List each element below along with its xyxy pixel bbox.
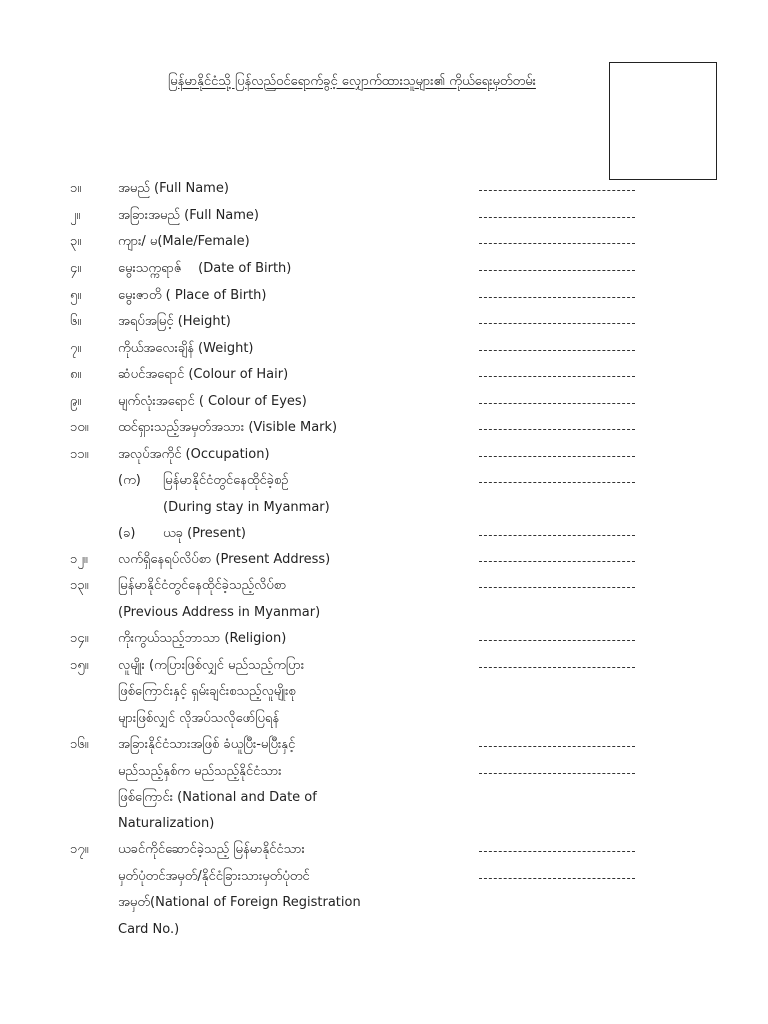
photo-box bbox=[609, 62, 717, 180]
field-label: ဖြစ်ကြောင်း (National and Date of bbox=[118, 790, 317, 805]
item-number: ၉။ bbox=[70, 394, 82, 409]
item-number: ၁၄။ bbox=[70, 631, 89, 646]
sub-item-mark: (ခ) bbox=[118, 526, 136, 541]
field-label: မြန်မာနိုင်ငံတွင်နေထိုင်ခဲ့သည့်လိပ်စာ bbox=[118, 578, 287, 593]
answer-line[interactable] bbox=[479, 746, 635, 747]
sub-field-label: (During stay in Myanmar) bbox=[163, 500, 330, 515]
field-label: ကိုးကွယ်သည့်ဘာသာ (Religion) bbox=[118, 631, 287, 646]
field-label: မွေးသက္ကရာဇ် (Date of Birth) bbox=[118, 261, 292, 276]
item-number: ၁၅။ bbox=[70, 658, 89, 673]
field-label: အမှတ်(National of Foreign Registration bbox=[118, 895, 361, 910]
field-label: ဆံပင်အရောင် (Colour of Hair) bbox=[118, 367, 289, 382]
field-label: ဖြစ်ကြောင်းနှင့် ရှမ်းချင်းစသည့်လူမျိုးစု bbox=[118, 684, 296, 699]
field-label: လက်ရှိနေရပ်လိပ်စာ (Present Address) bbox=[118, 552, 331, 567]
answer-line[interactable] bbox=[479, 482, 635, 483]
item-number: ၆။ bbox=[70, 314, 82, 329]
answer-line[interactable] bbox=[479, 456, 635, 457]
field-label: အမည် (Full Name) bbox=[118, 181, 229, 196]
field-label: ယခင်ကိုင်ဆောင်ခဲ့သည့် မြန်မာနိုင်ငံသား bbox=[118, 842, 305, 857]
form-title: မြန်မာနိုင်ငံသို့ ပြန်လည်ဝင်ရောက်ခွင့် လျှောက်ထားသူများ၏ ကိုယ်ရေးမှတ်တမ်း bbox=[168, 74, 536, 89]
answer-line[interactable] bbox=[479, 297, 635, 298]
answer-line[interactable] bbox=[479, 376, 635, 377]
item-number: ၁၀။ bbox=[70, 420, 89, 435]
item-number: ၁။ bbox=[70, 181, 82, 196]
field-label: မည်သည့်နှစ်က မည်သည့်နိုင်ငံသား bbox=[118, 764, 282, 779]
answer-line[interactable] bbox=[479, 217, 635, 218]
item-number: ၁၃။ bbox=[70, 578, 89, 593]
sub-item-mark: (က) bbox=[118, 473, 141, 488]
field-label: အခြားအမည် (Full Name) bbox=[118, 208, 259, 223]
answer-line[interactable] bbox=[479, 190, 635, 191]
field-label: အရပ်အမြင့် (Height) bbox=[118, 314, 231, 329]
field-label: မှတ်ပုံတင်အမှတ်/နိုင်ငံခြားသားမှတ်ပုံတင် bbox=[118, 869, 310, 884]
answer-line[interactable] bbox=[479, 878, 635, 879]
answer-line[interactable] bbox=[479, 535, 635, 536]
answer-line[interactable] bbox=[479, 350, 635, 351]
field-label: လူမျိုး (ကပြားဖြစ်လျှင် မည်သည့်ကပြား bbox=[118, 658, 305, 673]
item-number: ၃။ bbox=[70, 234, 82, 249]
answer-line[interactable] bbox=[479, 640, 635, 641]
field-label: ထင်ရှားသည့်အမှတ်အသား (Visible Mark) bbox=[118, 420, 338, 435]
field-label: မျက်လုံးအရောင် ( Colour of Eyes) bbox=[118, 394, 307, 409]
field-label: ကိုယ်အလေးချိန် (Weight) bbox=[118, 341, 254, 356]
item-number: ၂။ bbox=[70, 208, 81, 223]
sub-field-label: ယခု (Present) bbox=[163, 526, 246, 541]
field-label: များဖြစ်လျှင် လိုအပ်သလိုဖော်ပြရန် bbox=[118, 711, 280, 726]
item-number: ၁၂။ bbox=[70, 552, 88, 567]
answer-line[interactable] bbox=[479, 561, 635, 562]
field-label: မွေးဇာတိ ( Place of Birth) bbox=[118, 288, 267, 303]
answer-line[interactable] bbox=[479, 403, 635, 404]
field-label: အလုပ်အကိုင် (Occupation) bbox=[118, 447, 270, 462]
field-label: Card No.) bbox=[118, 922, 180, 937]
answer-line[interactable] bbox=[479, 587, 635, 588]
item-number: ၇။ bbox=[70, 341, 82, 356]
field-label: (Previous Address in Myanmar) bbox=[118, 605, 321, 620]
item-number: ၁၁။ bbox=[70, 447, 89, 462]
answer-line[interactable] bbox=[479, 270, 635, 271]
answer-line[interactable] bbox=[479, 851, 635, 852]
answer-line[interactable] bbox=[479, 667, 635, 668]
field-label: ကျား/ မ(Male/Female) bbox=[118, 234, 250, 249]
answer-line[interactable] bbox=[479, 773, 635, 774]
item-number: ၁၆။ bbox=[70, 737, 89, 752]
item-number: ၈။ bbox=[70, 367, 82, 382]
answer-line[interactable] bbox=[479, 429, 635, 430]
answer-line[interactable] bbox=[479, 243, 635, 244]
item-number: ၁၇။ bbox=[70, 842, 89, 857]
field-label: Naturalization) bbox=[118, 816, 215, 831]
sub-field-label: မြန်မာနိုင်ငံတွင်နေထိုင်ခဲ့စဉ် bbox=[163, 473, 289, 488]
item-number: ၅။ bbox=[70, 288, 82, 303]
field-label: အခြားနိုင်ငံသားအဖြစ် ခံယူပြီး-မပြီးနှင့် bbox=[118, 737, 296, 752]
item-number: ၄။ bbox=[70, 261, 82, 276]
answer-line[interactable] bbox=[479, 323, 635, 324]
